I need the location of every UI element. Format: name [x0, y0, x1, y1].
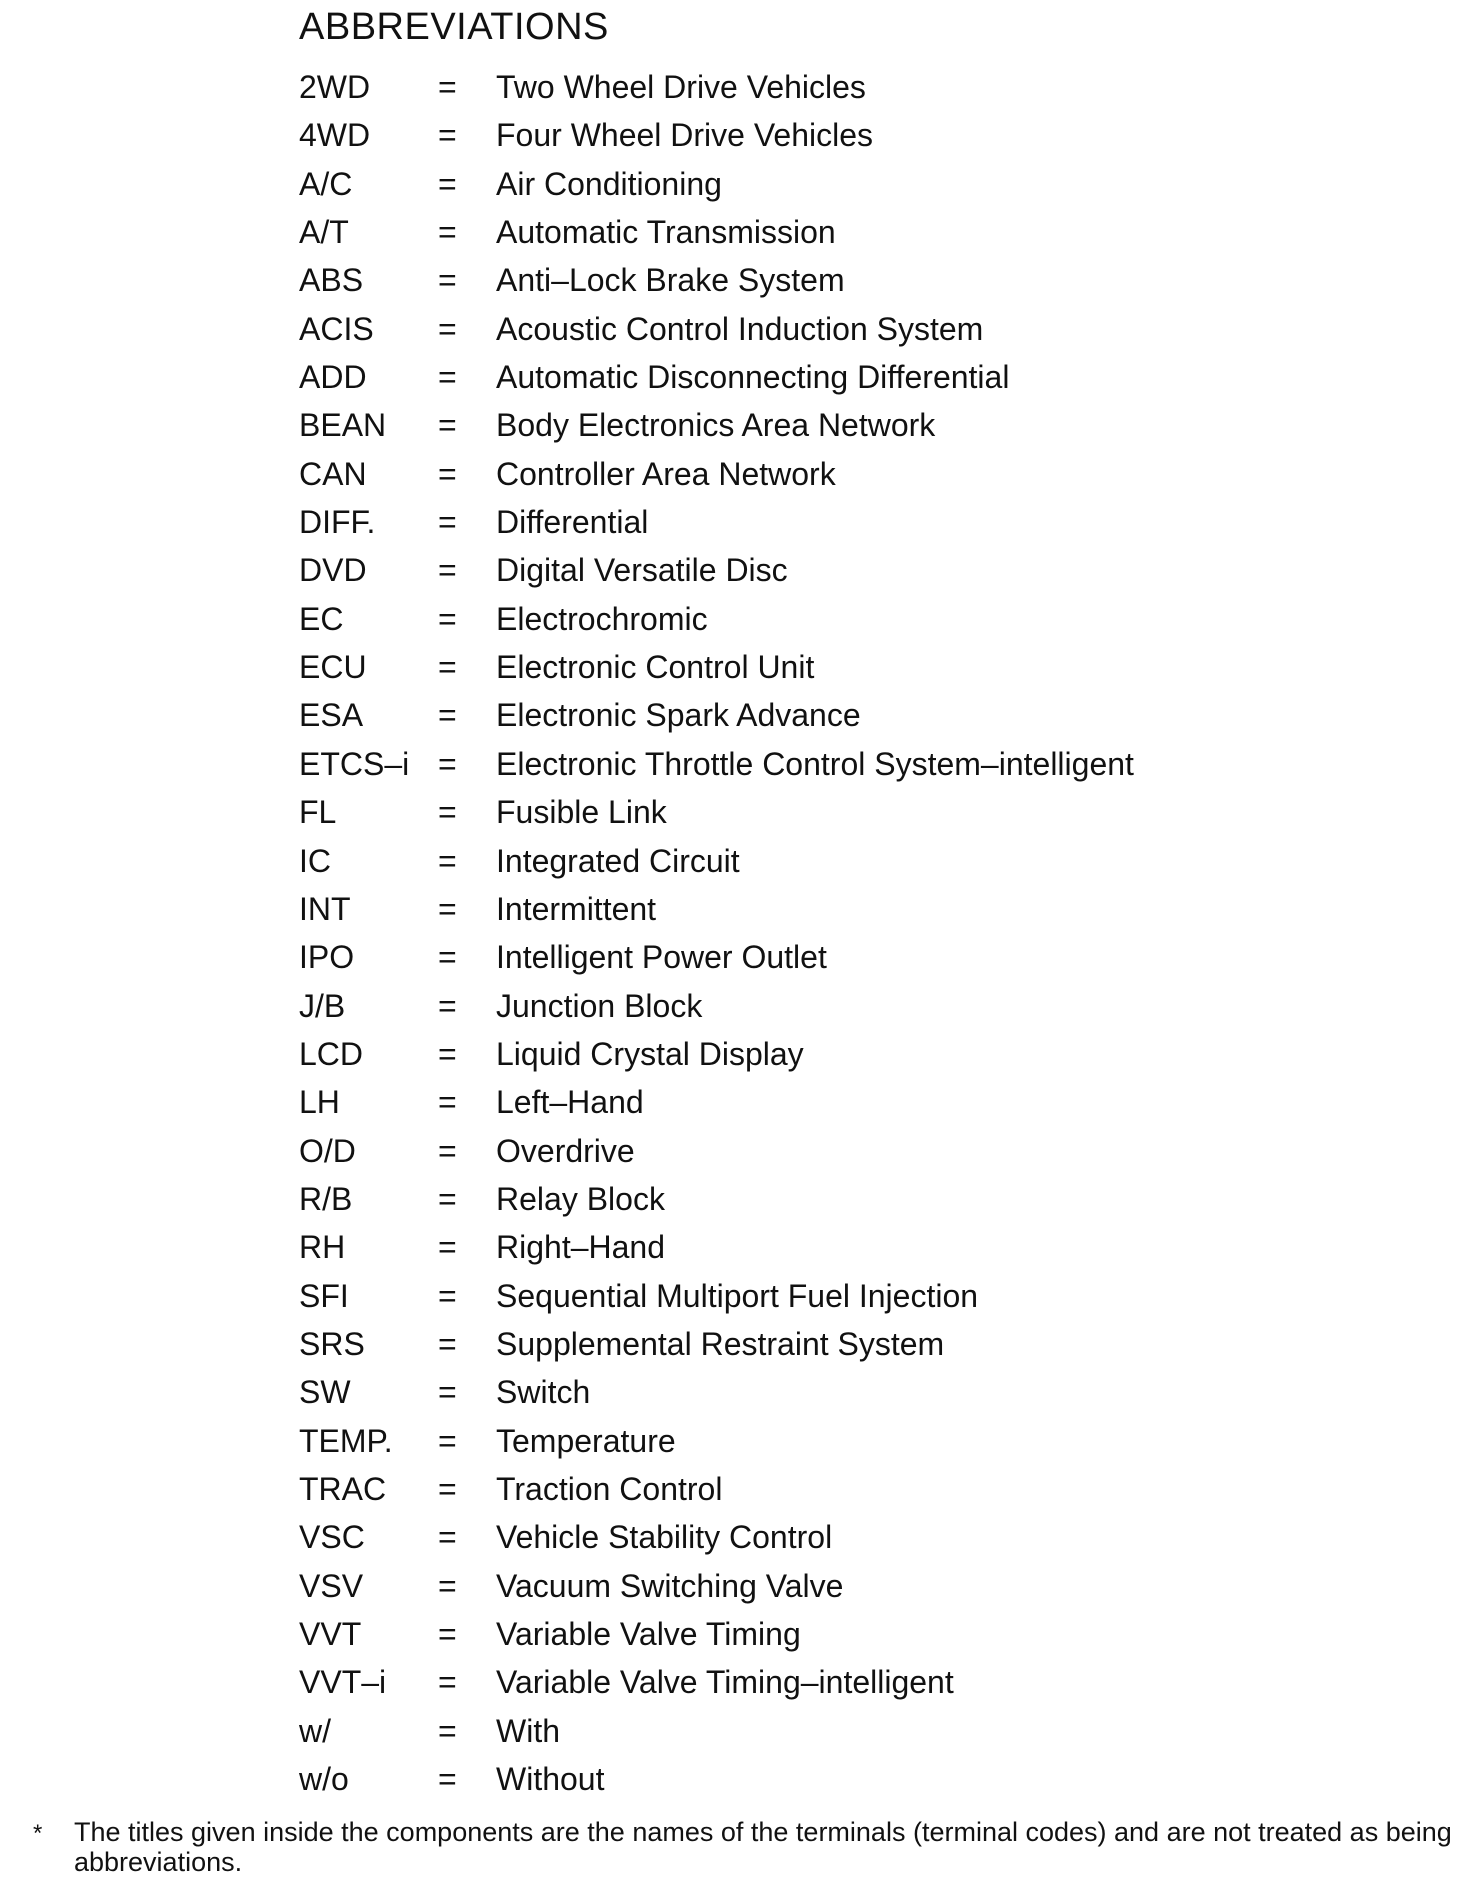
abbreviation-row — [299, 1755, 1279, 1803]
equals-sign: = — [438, 262, 457, 299]
equals-sign: = — [438, 1325, 457, 1362]
abbreviation-row — [299, 1707, 1279, 1755]
abbreviation-term: O/D — [299, 1132, 356, 1169]
page-title: ABBREVIATIONS — [299, 6, 609, 48]
equals-sign: = — [438, 165, 457, 202]
equals-sign: = — [438, 1084, 457, 1121]
abbreviation-row — [299, 837, 1279, 885]
abbreviation-meaning: Right–Hand — [496, 1229, 665, 1266]
abbreviation-meaning: Supplemental Restraint System — [496, 1325, 945, 1362]
footnote-text: The titles given inside the components are the names of the terminals (terminal codes) and are not treated as being abbreviations. — [74, 1817, 1452, 1877]
equals-sign: = — [438, 1567, 457, 1604]
abbreviation-meaning: Two Wheel Drive Vehicles — [496, 69, 866, 105]
abbreviation-term: w/o — [299, 1761, 349, 1798]
abbreviation-row — [299, 160, 1279, 208]
abbreviation-meaning: Electronic Control Unit — [496, 649, 815, 686]
abbreviation-meaning: Switch — [496, 1374, 591, 1411]
abbreviation-meaning: Left–Hand — [496, 1084, 644, 1121]
abbreviation-row — [299, 1030, 1279, 1078]
footnote — [33, 1817, 1453, 1877]
abbreviation-meaning: Intelligent Power Outlet — [496, 939, 827, 976]
abbreviation-meaning: Anti–Lock Brake System — [496, 262, 845, 299]
abbreviation-term: TRAC — [299, 1470, 387, 1507]
abbreviation-row — [299, 885, 1279, 933]
abbreviation-term: DIFF. — [299, 504, 376, 541]
abbreviation-term: SFI — [299, 1277, 349, 1314]
abbreviation-term: 4WD — [299, 117, 371, 154]
abbreviation-term: VSV — [299, 1567, 364, 1604]
abbreviation-meaning: Digital Versatile Disc — [496, 552, 788, 589]
abbreviation-term: IPO — [299, 939, 355, 976]
abbreviation-meaning: Body Electronics Area Network — [496, 407, 936, 444]
abbreviation-term: VSC — [299, 1519, 365, 1556]
abbreviation-row — [299, 256, 1279, 304]
abbreviation-term: FL — [299, 794, 337, 831]
equals-sign: = — [438, 117, 457, 154]
equals-sign: = — [438, 1470, 457, 1507]
abbreviation-meaning: Liquid Crystal Display — [496, 1035, 804, 1072]
abbreviation-row — [299, 111, 1279, 159]
footnote-mark: * — [33, 1820, 43, 1847]
abbreviation-term: A/T — [299, 214, 349, 251]
equals-sign: = — [438, 1277, 457, 1314]
abbreviation-row — [299, 740, 1279, 788]
abbreviation-meaning: Air Conditioning — [496, 165, 722, 202]
abbreviation-term: VVT–i — [299, 1664, 387, 1701]
equals-sign: = — [438, 359, 457, 396]
abbreviation-term: w/ — [299, 1712, 331, 1749]
abbreviation-list — [299, 63, 1279, 1803]
abbreviation-meaning: Temperature — [496, 1422, 676, 1459]
abbreviation-row — [299, 1610, 1279, 1658]
abbreviation-meaning: Vacuum Switching Valve — [496, 1567, 844, 1604]
abbreviation-row — [299, 1465, 1279, 1513]
abbreviation-term: SW — [299, 1374, 351, 1411]
abbreviation-meaning: Integrated Circuit — [496, 842, 740, 879]
abbreviation-meaning: Electronic Throttle Control System–intelligent — [496, 745, 1134, 782]
abbreviation-meaning: Variable Valve Timing — [496, 1616, 801, 1652]
abbreviation-term: A/C — [299, 165, 353, 202]
abbreviation-term: LCD — [299, 1035, 364, 1072]
abbreviation-term: ECU — [299, 649, 367, 686]
abbreviation-meaning: Overdrive — [496, 1132, 635, 1169]
equals-sign: = — [438, 1422, 457, 1459]
abbreviation-meaning: Acoustic Control Induction System — [496, 310, 984, 347]
abbreviation-row — [299, 1417, 1279, 1465]
abbreviation-row — [299, 643, 1279, 691]
abbreviation-meaning: Relay Block — [496, 1180, 665, 1217]
abbreviation-row — [299, 353, 1279, 401]
abbreviation-meaning: Intermittent — [496, 890, 657, 927]
abbreviation-row — [299, 1127, 1279, 1175]
equals-sign: = — [438, 794, 457, 831]
abbreviation-term: DVD — [299, 552, 367, 589]
equals-sign: = — [438, 1712, 457, 1749]
abbreviation-meaning: Automatic Transmission — [496, 214, 836, 251]
abbreviation-row — [299, 1658, 1279, 1706]
abbreviation-meaning: With — [496, 1712, 560, 1749]
abbreviation-meaning: Automatic Disconnecting Differential — [496, 359, 1010, 396]
abbreviation-meaning: Controller Area Network — [496, 455, 836, 492]
abbreviation-row — [299, 63, 1279, 111]
abbreviation-row — [299, 1562, 1279, 1610]
abbreviation-row — [299, 982, 1279, 1030]
abbreviation-row — [299, 1368, 1279, 1416]
equals-sign: = — [438, 890, 457, 927]
abbreviation-term: IC — [299, 842, 331, 879]
abbreviation-term: INT — [299, 890, 351, 927]
abbreviation-meaning: Variable Valve Timing–intelligent — [496, 1664, 954, 1701]
abbreviation-row — [299, 1175, 1279, 1223]
equals-sign: = — [438, 1616, 457, 1652]
equals-sign: = — [438, 745, 457, 782]
abbreviation-row — [299, 498, 1279, 546]
equals-sign: = — [438, 552, 457, 589]
abbreviation-meaning: Junction Block — [496, 987, 703, 1024]
equals-sign: = — [438, 1132, 457, 1169]
abbreviation-row — [299, 1320, 1279, 1368]
abbreviation-row — [299, 933, 1279, 981]
equals-sign: = — [438, 1374, 457, 1411]
abbreviation-row — [299, 305, 1279, 353]
equals-sign: = — [438, 310, 457, 347]
abbreviation-term: ESA — [299, 697, 364, 734]
abbreviation-meaning: Differential — [496, 504, 649, 541]
abbreviation-term: ABS — [299, 262, 364, 299]
abbreviation-term: CAN — [299, 455, 367, 492]
equals-sign: = — [438, 1180, 457, 1217]
abbreviation-meaning: Sequential Multiport Fuel Injection — [496, 1277, 979, 1314]
abbreviation-row — [299, 691, 1279, 739]
equals-sign: = — [438, 697, 457, 734]
abbreviation-term: SRS — [299, 1325, 365, 1362]
abbreviation-term: EC — [299, 600, 344, 637]
abbreviation-term: R/B — [299, 1180, 353, 1217]
abbreviation-row — [299, 208, 1279, 256]
abbreviation-row — [299, 1223, 1279, 1271]
abbreviation-meaning: Electrochromic — [496, 600, 708, 637]
equals-sign: = — [438, 455, 457, 492]
equals-sign: = — [438, 939, 457, 976]
abbreviation-meaning: Electronic Spark Advance — [496, 697, 861, 734]
equals-sign: = — [438, 1035, 457, 1072]
abbreviation-term: 2WD — [299, 69, 371, 105]
equals-sign: = — [438, 69, 457, 105]
abbreviation-term: ACIS — [299, 310, 374, 347]
equals-sign: = — [438, 1761, 457, 1798]
abbreviation-row — [299, 1272, 1279, 1320]
abbreviation-term: ETCS–i — [299, 745, 410, 782]
equals-sign: = — [438, 407, 457, 444]
abbreviation-meaning: Vehicle Stability Control — [496, 1519, 833, 1556]
abbreviation-term: BEAN — [299, 407, 387, 444]
abbreviation-term: J/B — [299, 987, 346, 1024]
equals-sign: = — [438, 842, 457, 879]
equals-sign: = — [438, 649, 457, 686]
abbreviation-row — [299, 1078, 1279, 1126]
abbreviation-meaning: Without — [496, 1761, 605, 1798]
abbreviation-row — [299, 450, 1279, 498]
abbreviation-term: LH — [299, 1084, 340, 1121]
abbreviation-term: TEMP. — [299, 1422, 393, 1459]
abbreviation-row — [299, 401, 1279, 449]
abbreviation-term: ADD — [299, 359, 367, 396]
abbreviation-term: RH — [299, 1229, 346, 1266]
abbreviation-meaning: Traction Control — [496, 1470, 723, 1507]
abbreviation-row — [299, 546, 1279, 594]
abbreviation-meaning: Fusible Link — [496, 794, 667, 831]
equals-sign: = — [438, 1229, 457, 1266]
abbreviation-term: VVT — [299, 1616, 362, 1652]
abbreviation-row — [299, 1513, 1279, 1561]
abbreviation-row — [299, 595, 1279, 643]
abbreviation-row — [299, 788, 1279, 836]
abbreviation-meaning: Four Wheel Drive Vehicles — [496, 117, 874, 154]
equals-sign: = — [438, 1664, 457, 1701]
equals-sign: = — [438, 987, 457, 1024]
equals-sign: = — [438, 504, 457, 541]
equals-sign: = — [438, 214, 457, 251]
equals-sign: = — [438, 600, 457, 637]
equals-sign: = — [438, 1519, 457, 1556]
